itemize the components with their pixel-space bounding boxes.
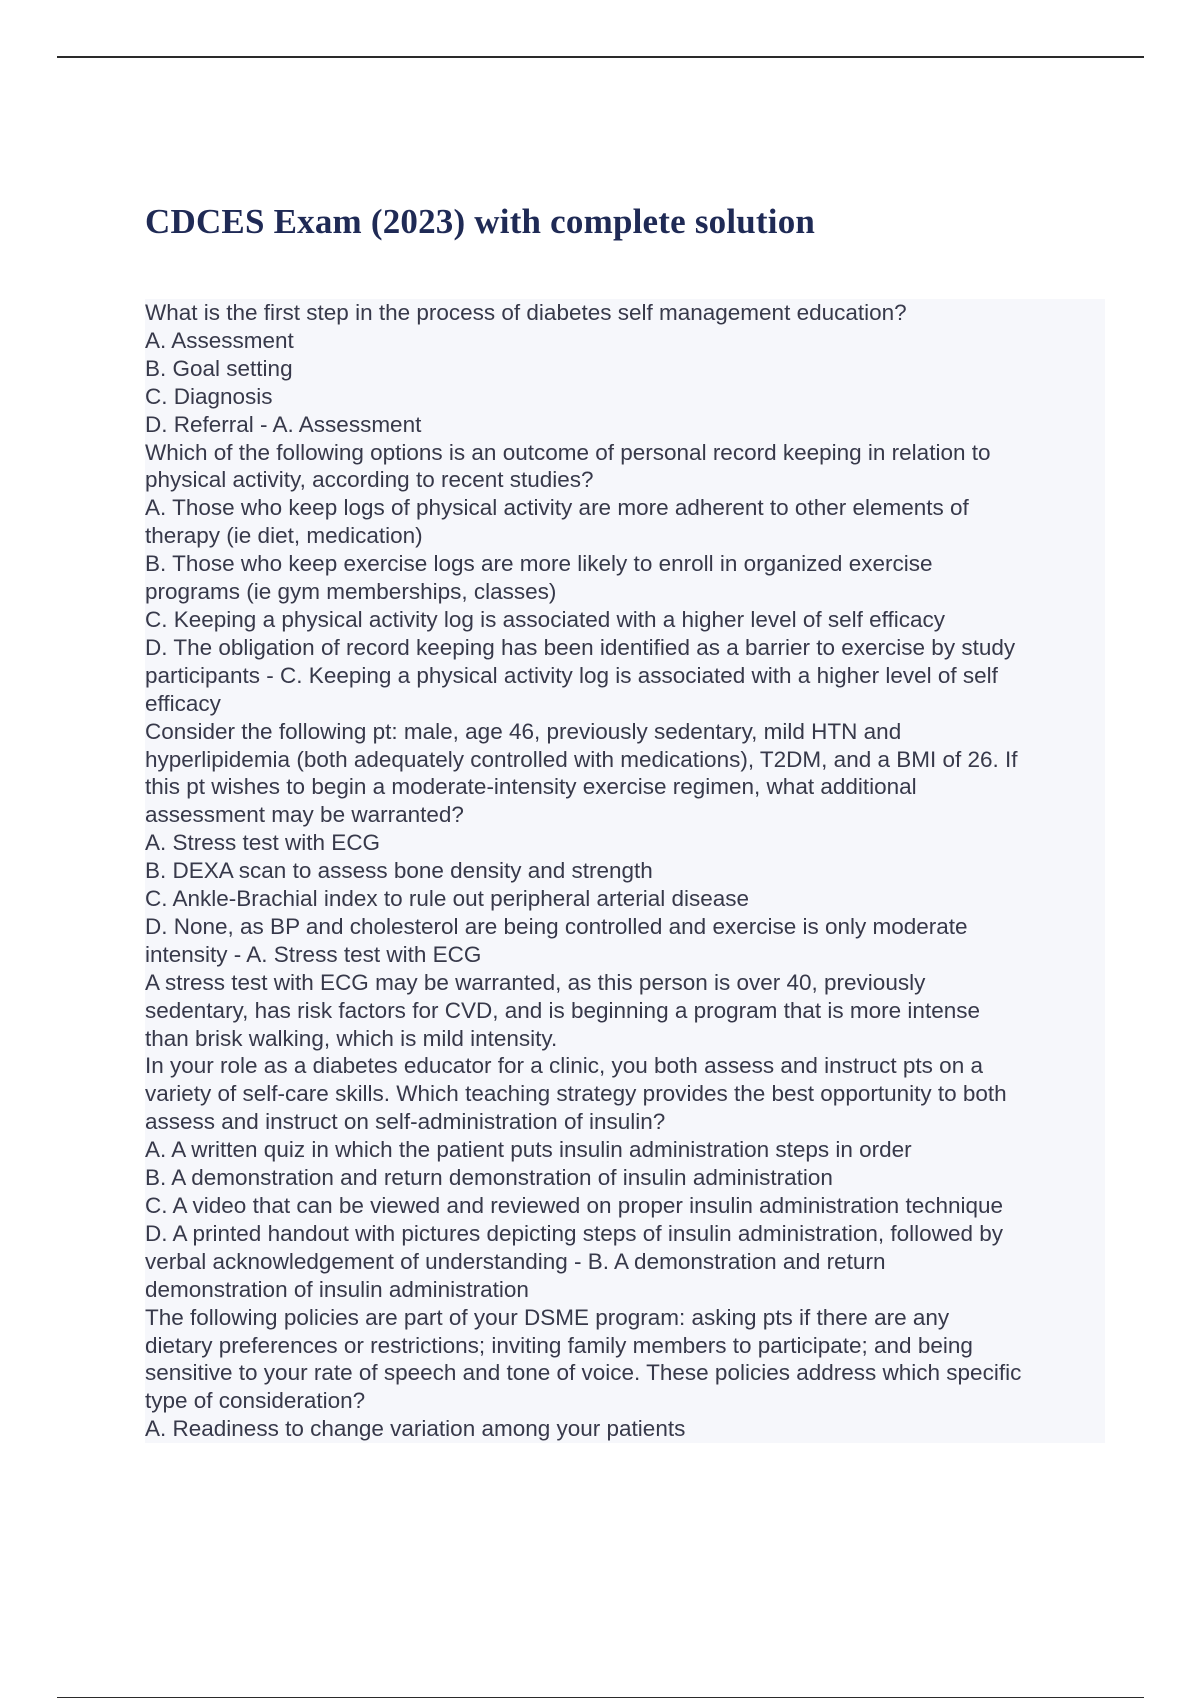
text-line: this pt wishes to begin a moderate-intensity exercise regimen, what additional xyxy=(145,773,1105,801)
text-line: A. Readiness to change variation among your patients xyxy=(145,1415,1105,1443)
text-line: assess and instruct on self-administration of insulin? xyxy=(145,1108,1105,1136)
text-line: Which of the following options is an outcome of personal record keeping in relation to xyxy=(145,439,1105,467)
text-line: sedentary, has risk factors for CVD, and is beginning a program that is more intense xyxy=(145,997,1105,1025)
text-line: A. Those who keep logs of physical activity are more adherent to other elements of xyxy=(145,494,1105,522)
bottom-rule xyxy=(57,1697,1144,1698)
text-line: dietary preferences or restrictions; inviting family members to participate; and being xyxy=(145,1332,1105,1360)
text-line: Consider the following pt: male, age 46, previously sedentary, mild HTN and xyxy=(145,718,1105,746)
text-line: variety of self-care skills. Which teaching strategy provides the best opportunity to both xyxy=(145,1080,1105,1108)
text-line: efficacy xyxy=(145,690,1105,718)
text-line: A. Stress test with ECG xyxy=(145,829,1105,857)
text-line: B. Those who keep exercise logs are more likely to enroll in organized exercise xyxy=(145,550,1105,578)
text-line: D. The obligation of record keeping has been identified as a barrier to exercise by study xyxy=(145,634,1105,662)
text-line: programs (ie gym memberships, classes) xyxy=(145,578,1105,606)
text-line: The following policies are part of your DSME program: asking pts if there are any xyxy=(145,1304,1105,1332)
text-line: A stress test with ECG may be warranted, as this person is over 40, previously xyxy=(145,969,1105,997)
text-line: demonstration of insulin administration xyxy=(145,1276,1105,1304)
text-line: hyperlipidemia (both adequately controlled with medications), T2DM, and a BMI of 26. If xyxy=(145,746,1105,774)
text-line: A. A written quiz in which the patient puts insulin administration steps in order xyxy=(145,1136,1105,1164)
text-line: physical activity, according to recent studies? xyxy=(145,466,1105,494)
text-line: D. None, as BP and cholesterol are being controlled and exercise is only moderate xyxy=(145,913,1105,941)
text-line: B. A demonstration and return demonstration of insulin administration xyxy=(145,1164,1105,1192)
text-line: intensity - A. Stress test with ECG xyxy=(145,941,1105,969)
text-line: D. A printed handout with pictures depicting steps of insulin administration, followed by xyxy=(145,1220,1105,1248)
text-line: B. DEXA scan to assess bone density and strength xyxy=(145,857,1105,885)
text-line: In your role as a diabetes educator for a clinic, you both assess and instruct pts on a xyxy=(145,1052,1105,1080)
text-line: participants - C. Keeping a physical activity log is associated with a higher level of self xyxy=(145,662,1105,690)
text-line: verbal acknowledgement of understanding - B. A demonstration and return xyxy=(145,1248,1105,1276)
text-line: B. Goal setting xyxy=(145,355,1105,383)
text-line: What is the first step in the process of diabetes self management education? xyxy=(145,299,1105,327)
text-line: type of consideration? xyxy=(145,1387,1105,1415)
text-line: C. Ankle-Brachial index to rule out peripheral arterial disease xyxy=(145,885,1105,913)
text-line: sensitive to your rate of speech and tone of voice. These policies address which specific xyxy=(145,1359,1105,1387)
document-body xyxy=(145,299,1105,1443)
text-line: assessment may be warranted? xyxy=(145,801,1105,829)
text-line: A. Assessment xyxy=(145,327,1105,355)
text-line: than brisk walking, which is mild intensity. xyxy=(145,1025,1105,1053)
text-line: therapy (ie diet, medication) xyxy=(145,522,1105,550)
top-rule xyxy=(57,56,1144,58)
text-line: D. Referral - A. Assessment xyxy=(145,411,1105,439)
text-line: C. Diagnosis xyxy=(145,383,1105,411)
document-title: CDCES Exam (2023) with complete solution xyxy=(145,202,816,241)
text-line: C. Keeping a physical activity log is associated with a higher level of self efficacy xyxy=(145,606,1105,634)
text-line: C. A video that can be viewed and reviewed on proper insulin administration technique xyxy=(145,1192,1105,1220)
